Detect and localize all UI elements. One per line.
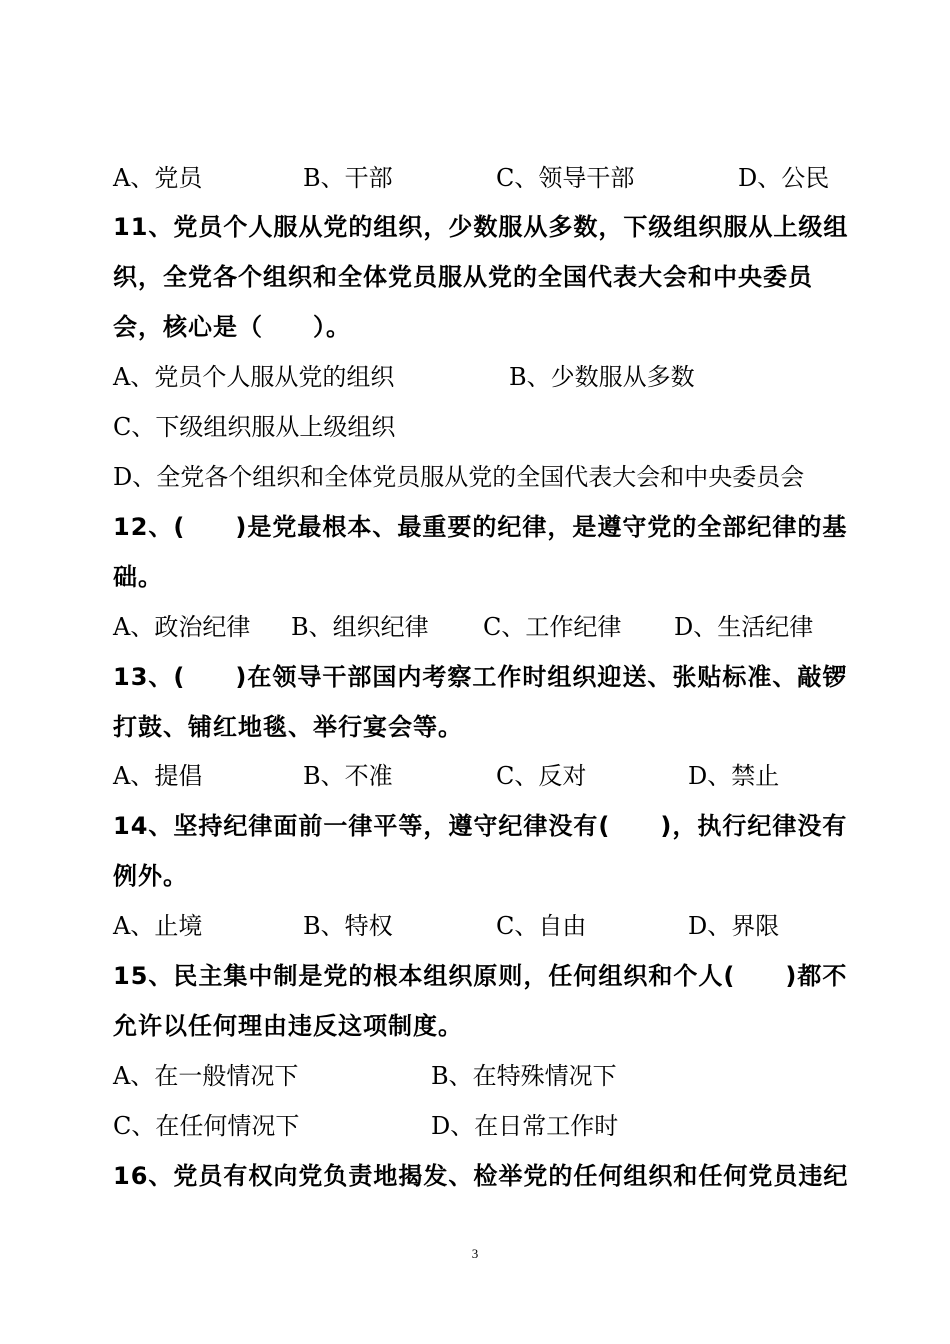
answer-option: D、全党各个组织和全体党员服从党的全国代表大会和中央委员会: [113, 463, 805, 491]
answer-option: A、党员: [113, 164, 203, 192]
answer-option: B、特权: [303, 912, 393, 940]
answer-option: B、组织纪律: [291, 613, 429, 641]
answer-option: D、在日常工作时: [431, 1112, 619, 1140]
answer-option: A、在一般情况下: [113, 1062, 299, 1090]
answer-option: A、党员个人服从党的组织: [113, 363, 395, 391]
question-line: 打鼓、铺红地毯、举行宴会等。: [113, 713, 463, 741]
question-line: 础。: [113, 563, 163, 591]
answer-option: C、在任何情况下: [113, 1112, 300, 1140]
question-line: 织，全党各个组织和全体党员服从党的全国代表大会和中央委员: [113, 263, 813, 291]
answer-option: C、领导干部: [496, 164, 635, 192]
question-line: 12、( )是党最根本、最重要的纪律，是遵守党的全部纪律的基: [113, 513, 848, 541]
answer-option: B、干部: [303, 164, 393, 192]
answer-option: D、公民: [738, 164, 830, 192]
answer-option: A、止境: [113, 912, 203, 940]
answer-option: D、禁止: [688, 762, 780, 790]
question-line: 例外。: [113, 862, 188, 890]
answer-option: B、少数服从多数: [509, 363, 695, 391]
question-line: 13、( )在领导干部国内考察工作时组织迎送、张贴标准、敲锣: [113, 663, 848, 691]
question-line: 11、党员个人服从党的组织，少数服从多数，下级组织服从上级组: [113, 213, 849, 241]
question-line: 16、党员有权向党负责地揭发、检举党的任何组织和任何党员违纪: [113, 1162, 849, 1190]
answer-option: A、提倡: [113, 762, 203, 790]
answer-option: B、在特殊情况下: [431, 1062, 617, 1090]
answer-option: A、政治纪律: [113, 613, 251, 641]
answer-option: B、不准: [303, 762, 393, 790]
answer-option: D、界限: [688, 912, 780, 940]
page-number: 3: [471, 1246, 479, 1261]
question-line: 会，核心是（ ）。: [113, 313, 351, 341]
answer-option: C、下级组织服从上级组织: [113, 413, 396, 441]
question-line: 15、民主集中制是党的根本组织原则，任何组织和个人( )都不: [113, 962, 848, 990]
answer-option: D、生活纪律: [674, 613, 814, 641]
question-line: 允许以任何理由违反这项制度。: [113, 1012, 463, 1040]
answer-option: C、反对: [496, 762, 587, 790]
answer-option: C、工作纪律: [483, 613, 622, 641]
answer-option: C、自由: [496, 912, 587, 940]
question-line: 14、坚持纪律面前一律平等，遵守纪律没有( )，执行纪律没有: [113, 812, 848, 840]
